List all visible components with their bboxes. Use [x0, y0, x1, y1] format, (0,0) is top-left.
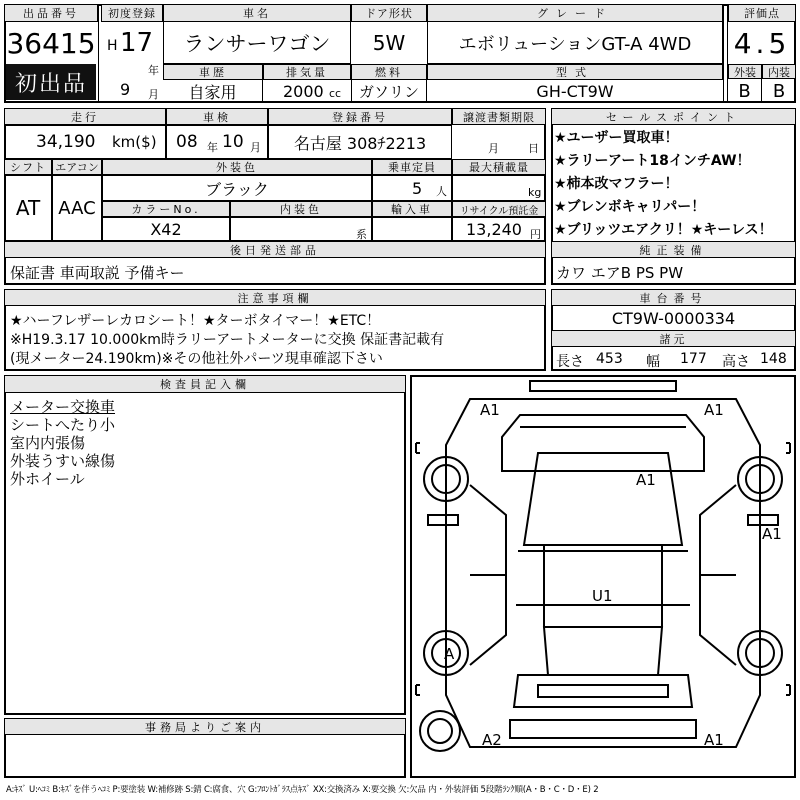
aircon-label: エアコン	[52, 159, 102, 175]
door-label: ドア形状	[351, 4, 427, 22]
sales-points-label: セールスポイント	[551, 108, 796, 125]
office-label: 事務局よりご案内	[4, 718, 406, 735]
model: GH-CT9W	[536, 82, 614, 101]
recycle-label: リサイクル預託金	[452, 201, 546, 217]
transfer-day-unit: 日	[528, 142, 539, 155]
legend: A:ｷｽﾞ U:ﾍｺﾐ B:ｷｽﾞを伴うﾍｺﾐ P:要塗装 W:補修跡 S:錆 C:腐食、穴 G:ﾌﾛﾝﾄｶﾞﾗｽ点ｷｽﾞ XX:交換済み X:要交換 欠:欠品 内・外装評価 5段階ﾗﾝｸ順(A・B・C・D・E) 2	[6, 785, 599, 795]
lot-number: 36415	[6, 26, 96, 60]
header-right-divider	[723, 4, 728, 103]
capacity: 5	[412, 179, 423, 198]
ext-grade: B	[728, 79, 762, 103]
damage-mark: A1	[704, 401, 724, 419]
first-reg-era: H	[107, 38, 118, 54]
genuine-equipment: カワ エアB PS PW	[556, 264, 684, 282]
mileage-label: 走行	[4, 108, 166, 125]
car-name-label: 車名	[163, 4, 351, 22]
damage-mark: A1	[480, 401, 500, 419]
history-label: 車歴	[163, 64, 263, 80]
sales-points-list	[554, 127, 794, 242]
later-parts-label: 後日発送部品	[4, 241, 546, 258]
recycle-unit: 円	[530, 228, 541, 241]
notes-label: 注意事項欄	[4, 289, 546, 306]
notes-line: ※H19.3.17 10.000km時ラリーアートメーターに交換 保証書記載有	[10, 332, 445, 348]
damage-mark: A1	[762, 525, 782, 543]
inspection-label: 車検	[166, 108, 268, 125]
import-cell	[372, 217, 452, 241]
exterior-color: ブラック	[205, 179, 269, 199]
spec-width: 177	[680, 351, 707, 367]
displacement-unit: cc	[329, 87, 342, 100]
genuine-equipment-label: 純正装備	[551, 241, 796, 258]
shift-label: シフト	[4, 159, 52, 175]
inspection-month-unit: 月	[250, 141, 261, 154]
interior-color-unit: 系	[356, 228, 367, 241]
interior-color-label: 内装色	[230, 201, 372, 217]
first-reg-year: 17	[120, 28, 154, 58]
spec-width-label: 幅	[646, 354, 660, 370]
transfer-label: 譲渡書類期限	[452, 108, 546, 125]
displacement-label: 排気量	[263, 64, 351, 80]
first-reg-year-unit: 年	[148, 64, 159, 77]
damage-mark: U1	[592, 587, 613, 605]
reg-no: 名古屋 308ﾁ2213	[293, 133, 427, 153]
first-reg-month-unit: 月	[148, 88, 159, 101]
sales-point-item: ★ブレンボキャリパー！	[554, 199, 706, 215]
score: 4.5	[733, 26, 791, 60]
transfer-month-unit: 月	[488, 142, 499, 155]
inspection-year-unit: 年	[207, 141, 218, 154]
chassis-label: 車台番号	[551, 289, 796, 306]
model-label: 型式	[427, 64, 723, 80]
inspector-line: メーター交換車	[10, 398, 116, 416]
grade: エボリューションGT-A 4WD	[458, 34, 692, 55]
chassis-number: CT9W-0000334	[611, 308, 736, 328]
score-label: 評価点	[728, 4, 796, 22]
fuel: ガソリン	[351, 80, 427, 103]
inspector-line: 外装うすい線傷	[10, 452, 116, 470]
mileage-unit: km($)	[112, 133, 157, 151]
notes-line: ★ハーフレザーレカロシート！★ターボタイマー！★ETC！	[10, 313, 381, 329]
ext-grade-label: 外装	[728, 64, 762, 79]
inspector-line: 外ホイール	[10, 470, 85, 488]
capacity-unit: 人	[436, 185, 447, 198]
int-grade-label: 内装	[762, 64, 796, 79]
later-parts: 保証書 車両取説 予備キー	[10, 264, 185, 282]
reg-no-label: 登録番号	[268, 108, 452, 125]
spec-height-label: 高さ	[722, 354, 750, 370]
first-listing-badge: 初出品	[6, 64, 96, 100]
grade-label: グレード	[427, 4, 723, 22]
lot-label: 出品番号	[4, 4, 98, 22]
specs-label: 諸元	[551, 330, 796, 347]
car-name: ランサーワゴン	[183, 32, 331, 56]
displacement: 2000	[283, 82, 324, 101]
inspector-label: 検査員記入欄	[4, 375, 406, 393]
lot-divider	[98, 4, 99, 103]
first-reg-month: 9	[120, 80, 131, 99]
shift: AT	[15, 196, 41, 220]
damage-mark: A2	[482, 731, 502, 749]
fuel-label: 燃料	[351, 64, 427, 80]
exterior-color-label: 外装色	[102, 159, 372, 175]
int-grade: B	[772, 80, 786, 102]
inspector-line: 室内内張傷	[10, 434, 86, 452]
spec-length: 453	[596, 351, 623, 367]
damage-mark: A1	[704, 731, 724, 749]
door-type: 5W	[372, 31, 406, 55]
history: 自家用	[163, 80, 263, 103]
inspector-line: シートへたり小	[10, 416, 116, 434]
notes-line: (現メーター24.190km)※その他社外パーツ現車確認下さい	[10, 351, 383, 367]
damage-mark: A	[444, 645, 455, 663]
interior-color-cell	[230, 217, 372, 241]
sales-point-item: ★ユーザー買取車！	[554, 130, 679, 146]
inspection-month: 10	[222, 132, 244, 152]
import-label: 輸入車	[372, 201, 452, 217]
max-load-unit: kg	[528, 186, 542, 199]
first-reg-label: 初度登録	[101, 4, 163, 22]
car-diagram	[410, 375, 796, 778]
car-outline	[410, 375, 796, 778]
color-no-label: カラーNo.	[102, 201, 230, 217]
mileage: 34,190	[36, 132, 96, 152]
spec-length-label: 長さ	[556, 354, 584, 370]
inspection-year: 08	[176, 132, 198, 152]
damage-mark: A1	[636, 471, 656, 489]
color-no: X42	[150, 219, 182, 239]
recycle-amount: 13,240	[466, 220, 522, 239]
sales-point-item: ★ラリーアート18インチAW！	[554, 153, 751, 169]
sales-point-item: ★ブリッツエアクリ！★キーレス！	[554, 222, 773, 238]
sales-point-item: ★柿本改マフラー！	[554, 176, 679, 192]
spec-height: 148	[760, 351, 787, 367]
capacity-label: 乗車定員	[372, 159, 452, 175]
aircon: AAC	[58, 197, 96, 219]
max-load-label: 最大積載量	[452, 159, 546, 175]
